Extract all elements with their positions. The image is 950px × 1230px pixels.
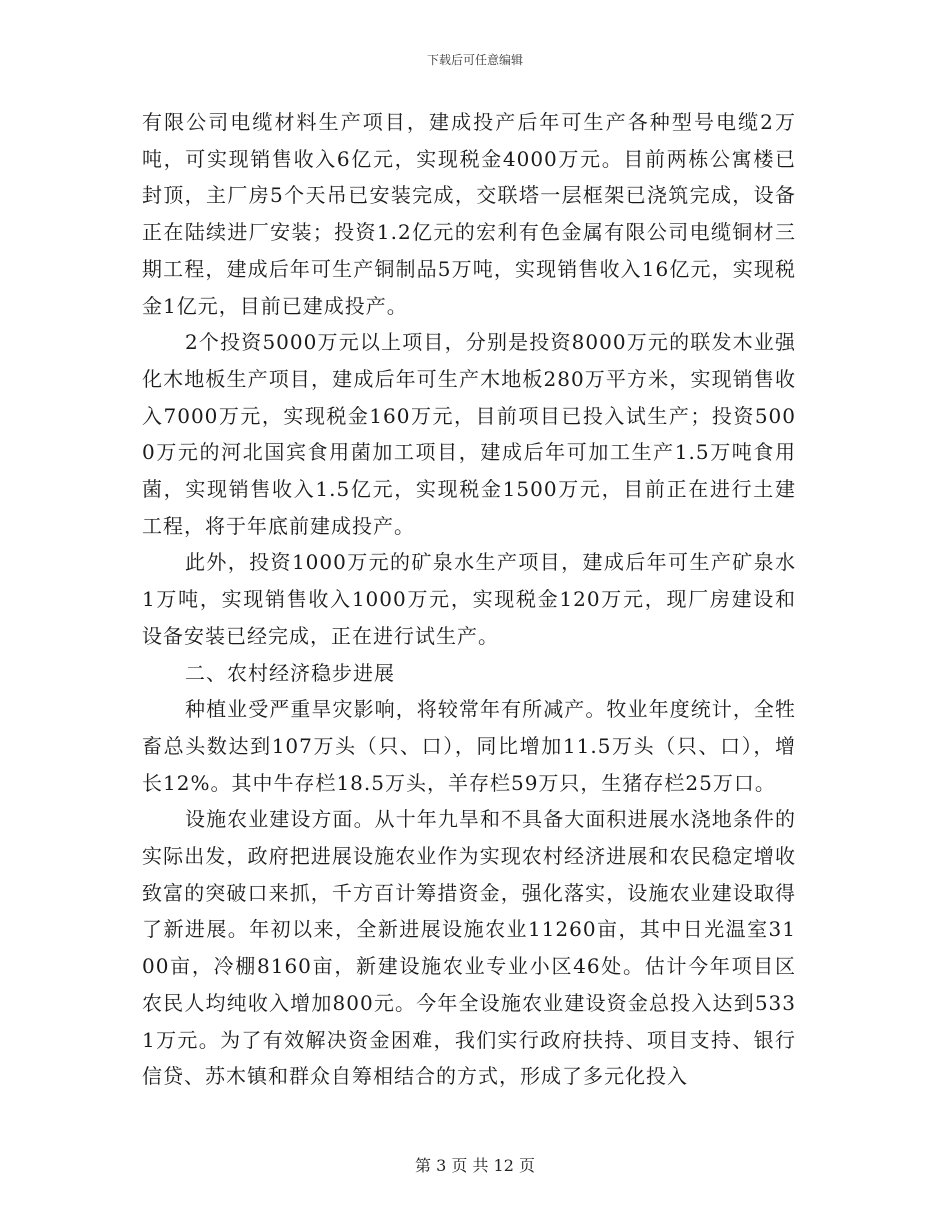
page-footer: 第 3 页 共 12 页 — [415, 1156, 535, 1175]
paragraph-2: 2个投资5000万元以上项目，分别是投资8000万元的联发木业强化木地板生产项目，建成后年可生产木地板280万平方米，实现销售收入7000万元，实现税金160万元，目前项目已投入试生产；投资5000万元的河北国宾食用菌加工项目，建成后年可加工生产1.5万吨食用菌，实现销售收入1.5亿元，实现税金1500万元，目前正在进行土建工程，将于年底前建成投产。 — [142, 330, 796, 538]
paragraph-3: 此外，投资1000万元的矿泉水生产项目，建成后年可生产矿泉水1万吨，实现销售收入1000万元，实现税金120万元，现厂房建设和设备安装已经完成，正在进行试生产。 — [142, 550, 796, 648]
section-heading: 二、农村经济稳步进展 — [185, 660, 395, 685]
paragraph-1: 有限公司电缆材料生产项目，建成投产后年可生产各种型号电缆2万吨，可实现销售收入6亿元，实现税金4000万元。目前两栋公寓楼已封顶，主厂房5个天吊已安装完成，交联塔一层框架已浇筑完成，设备正在陆续进厂安装；投资1.2亿元的宏利有色金属有限公司电缆铜材三期工程，建成后年可生产铜制品5万吨，实现销售收入16亿元，实现税金1亿元，目前已建成投产。 — [142, 110, 796, 318]
page-header: 下载后可任意编辑 — [426, 53, 523, 67]
paragraph-4: 种植业受严重旱灾影响，将较常年有所减产。牧业年度统计，全牲畜总头数达到107万头（只、口），同比增加11.5万头（只、口），增长12%。其中牛存栏18.5万头，羊存栏59万只，生猪存栏25万口。 — [142, 697, 796, 795]
document-body — [142, 104, 796, 1095]
paragraph-5: 设施农业建设方面。从十年九旱和不具备大面积进展水浇地条件的实际出发，政府把进展设施农业作为实现农村经济进展和农民稳定增收致富的突破口来抓，千方百计筹措资金，强化落实，设施农业建设取得了新进展。年初以来，全新进展设施农业11260亩，其中日光温室3100亩，冷棚8160亩，新建设施农业专业小区46处。估计今年项目区农民人均纯收入增加800元。今年全设施农业建设资金总投入达到5331万元。为了有效解决资金困难，我们实行政府扶持、项目支持、银行信贷、苏木镇和群众自筹相结合的方式，形成了多元化投入 — [142, 807, 796, 1089]
